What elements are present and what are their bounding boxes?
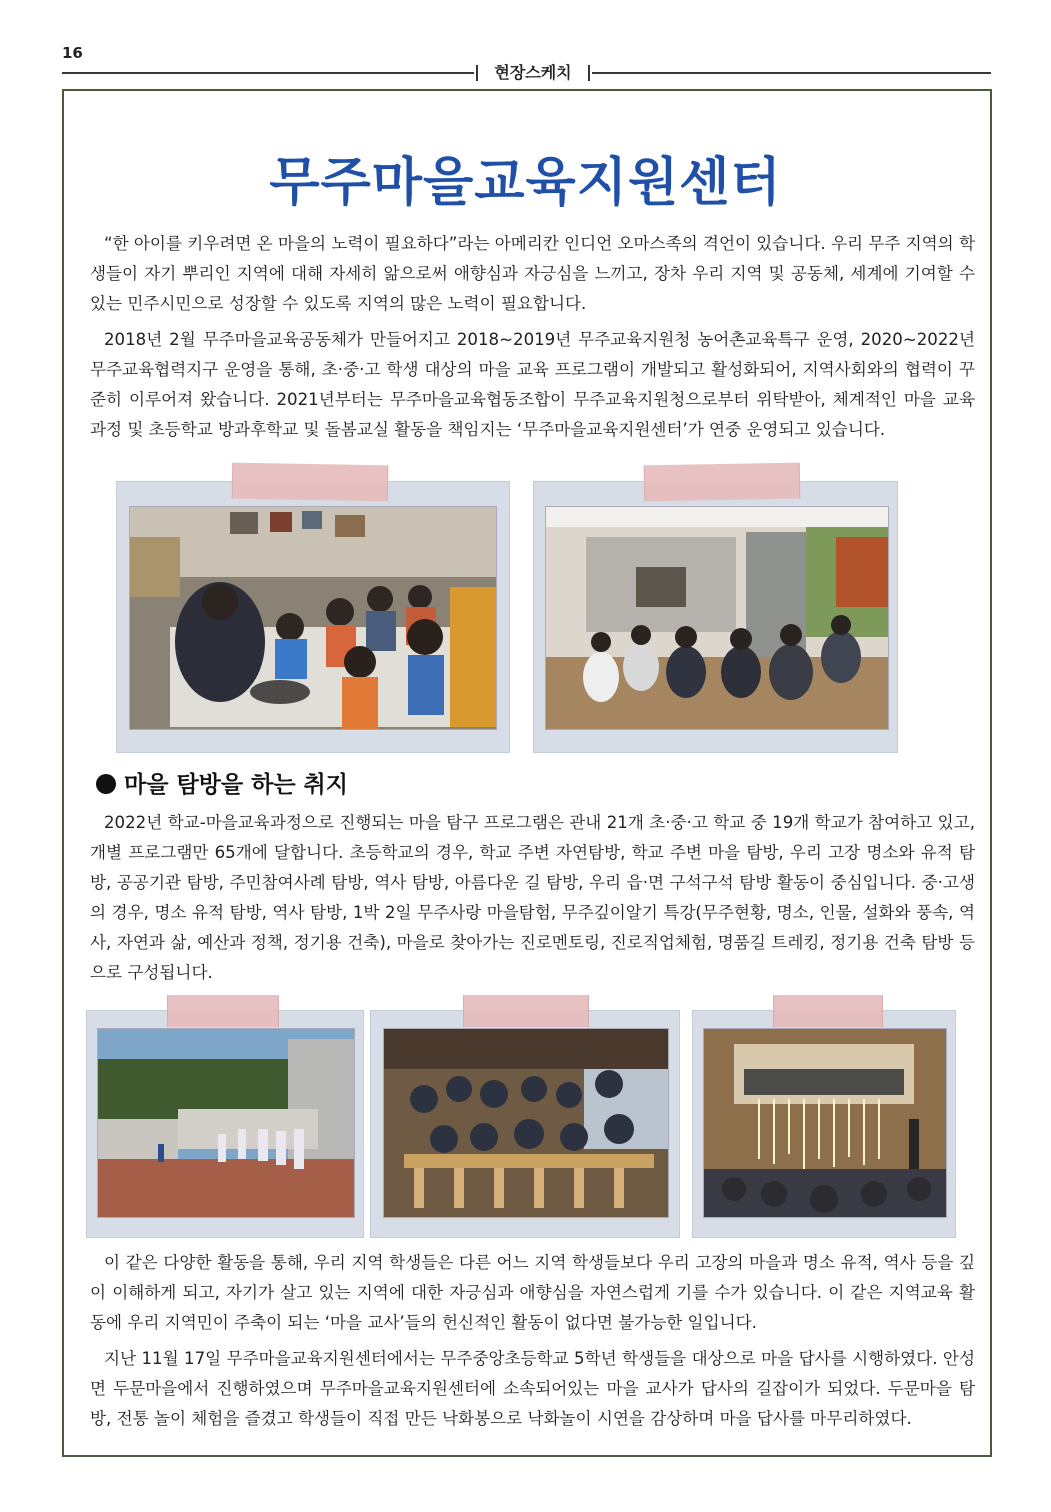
bullet-icon (96, 774, 116, 794)
photo-card-craft-class (116, 481, 510, 753)
photo-card-village-walk (86, 1010, 364, 1238)
tape-decoration (232, 463, 389, 502)
intro-paragraph-1: “한 아이를 키우려면 온 마을의 노력이 필요하다”라는 아메리칸 인디언 오마스족의 격언이 있습니다. 우리 무주 지역의 학생들이 자기 뿌리인 지역에 대해 자세히 앎으로써 애향심과 자긍심을 느끼고, 장차 우리 지역 및 공동체, 세계에 기여할 수 있는 민주시민으로 성장할 수 있도록 지역의 많은 노력이 필요합니다. (90, 234, 976, 313)
closing-paragraph-1: 이 같은 다양한 활동을 통해, 우리 지역 학생들은 다른 어느 지역 학생들보다 우리 고장의 마을과 명소 유적, 역사 등을 깊이 이해하게 되고, 자기가 살고 있는 지역에 대한 자긍심과 애향심을 자연스럽게 기를 수가 있습니다. 이 같은 지역교육 활동에 우리 지역민이 주축이 되는 ‘마을 교사’들의 헌신적인 활동이 없다면 불가능한 일입니다. (90, 1253, 975, 1332)
tape-decoration (773, 995, 883, 1027)
photo-group (383, 1028, 669, 1218)
page-title: 무주마을교육지원센터 (269, 153, 782, 213)
photo-fire-show (703, 1028, 947, 1218)
tape-decoration (644, 463, 801, 502)
section-tag: 현장스케치 (474, 60, 592, 86)
closing-paragraph-2: 지난 11월 17일 무주마을교육지원센터에서는 무주중앙초등학교 5학년 학생들을 대상으로 마을 답사를 시행하였다. 안성면 두문마을에서 진행하였으며 무주마을교육지원센터에 소속되어있는 마을 교사가 답사의 길잡이가 되었다. 두문마을 탐방, 전통 놀이 체험을 즐겼고 학생들이 직접 만든 낙화봉으로 낙화놀이 시연을 감상하며 마을 답사를 마무리하였다. (90, 1349, 975, 1428)
photo-village-walk (97, 1028, 355, 1218)
photo-card-screening (533, 481, 898, 753)
sub-heading-label: 마을 탐방을 하는 취지 (124, 772, 348, 798)
page-number: 16 (62, 44, 83, 62)
sub-heading (96, 766, 348, 799)
photo-card-fire-show (692, 1010, 956, 1238)
intro-paragraph-2: 2018년 2월 무주마을교육공동체가 만들어지고 2018~2019년 무주교육지원청 농어촌교육특구 운영, 2020~2022년 무주교육협력지구 운영을 통해, 초·중·고 학생 대상의 마을 교육 프로그램이 개발되고 활성화되어, 지역사회와의 협력이 꾸준히 이루어져 왔습니다. 2021년부터는 무주마을교육협동조합이 무주교육지원청으로부터 위탁받아, 체계적인 마을 교육과정 및 초등학교 방과후학교 및 돌봄교실 활동을 책임지는 ‘무주마을교육지원센터’가 연중 운영되고 있습니다. (90, 330, 975, 439)
photo-screening (545, 506, 889, 730)
tape-decoration (167, 995, 279, 1027)
photo-card-group-photo (370, 1010, 680, 1238)
photo-craft-class (129, 506, 497, 730)
section-paragraph: 2022년 학교-마을교육과정으로 진행되는 마을 탐구 프로그램은 관내 21개 초·중·고 학교 중 19개 학교가 참여하고 있고, 개별 프로그램만 65개에 달합니다. 초등학교의 경우, 학교 주변 자연탐방, 학교 주변 마을 탐방, 우리 고장 명소와 유적 탐방, 공공기관 탐방, 주민참여사례 탐방, 역사 탐방, 아름다운 길 탐방, 우리 읍·면 구석구석 탐방 활동이 중심입니다. 중·고생의 경우, 명소 유적 탐방, 역사 탐방, 1박 2일 무주사랑 마을탐험, 무주깊이알기 특강(무주현황, 명소, 인물, 설화와 풍속, 역사, 자연과 삶, 예산과 정책, 정기용 건축), 마을로 찾아가는 진로멘토링, 진로직업체험, 명품길 트레킹, 정기용 건축 탐방 등으로 구성됩니다. (90, 813, 975, 982)
tape-decoration (463, 995, 589, 1027)
